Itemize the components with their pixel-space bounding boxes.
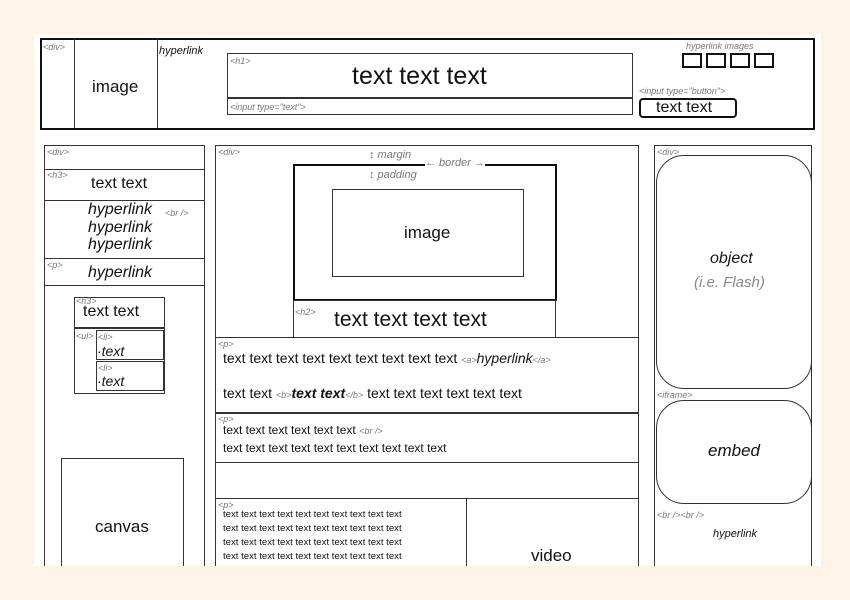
left-hyperlink-1[interactable]: hyperlink	[88, 201, 153, 218]
hyperlink-image-4[interactable]	[754, 53, 774, 68]
h1-tag: <h1>	[230, 56, 251, 66]
a-close-tag: </a>	[532, 355, 551, 365]
p1-bold-text: text text	[291, 385, 346, 401]
center-p1-box	[215, 337, 639, 413]
center-div-tag: <div>	[218, 147, 241, 157]
canvas-label: canvas	[95, 517, 149, 536]
header-image-label: image	[92, 77, 139, 96]
margin-label: ↕ margin	[369, 149, 412, 161]
video-label: video	[531, 546, 572, 565]
wireframe-sheet	[34, 34, 821, 566]
center-image-label: image	[404, 223, 451, 242]
p1-line2-end: text text text text text text	[367, 385, 522, 401]
h2-text: text text text text	[334, 308, 487, 331]
hyperlink-image-2[interactable]	[706, 53, 726, 68]
left-hyperlink-2[interactable]: hyperlink	[88, 219, 153, 236]
b-close-tag: </b>	[345, 390, 364, 400]
center-p3-line-3: text text text text text text text text text text	[223, 537, 402, 548]
center-p2-box	[215, 413, 639, 463]
header-hyperlink[interactable]: hyperlink	[159, 45, 204, 57]
center-p2-line-2: text text text text text text text text text text	[223, 441, 447, 455]
left-h3-text: text text	[91, 175, 148, 192]
left-li-1-tag: <li>	[98, 332, 113, 342]
p2-line1: text text text text text text	[223, 423, 356, 437]
iframe-tag: <iframe>	[657, 390, 693, 400]
p1-line1-text: text text text text text text text text text	[223, 350, 458, 366]
embed-label: embed	[708, 441, 760, 460]
left-p-tag: <p>	[47, 260, 63, 270]
center-p1-tag: <p>	[218, 339, 234, 349]
center-p3-line-1: text text text text text text text text text text	[223, 509, 402, 520]
text-input-tag: <input type="text">	[230, 102, 306, 112]
header-div-tag: <div>	[43, 42, 66, 52]
left-br-tag: <br />	[165, 208, 189, 218]
hyperlink-image-1[interactable]	[682, 53, 702, 68]
center-p2-tag: <p>	[218, 414, 234, 424]
center-p1-line-1	[223, 350, 551, 366]
hyperlink-image-3[interactable]	[730, 53, 750, 68]
center-p3-line-2: text text text text text text text text text text	[223, 523, 402, 534]
object-label: object	[710, 250, 753, 267]
left-h3b-text: text text	[83, 303, 140, 320]
right-hyperlink[interactable]: hyperlink	[713, 528, 758, 540]
center-p3-tag: <p>	[218, 500, 234, 510]
p1-line2-start: text text	[223, 385, 273, 401]
left-h3-tag: <h3>	[47, 170, 68, 180]
a-open-tag: <a>	[461, 355, 477, 365]
left-div-tag: <div>	[47, 147, 70, 157]
h2-tag: <h2>	[295, 307, 316, 317]
br-br-tag: <br /><br />	[657, 510, 705, 520]
left-li-1-text: ·text	[97, 343, 125, 359]
left-ul-tag: <ul>	[76, 331, 94, 341]
left-li-2-text: ·text	[97, 373, 125, 389]
input-button-text: text text	[656, 99, 713, 116]
left-p-hyperlink[interactable]: hyperlink	[88, 264, 153, 281]
center-p1-line-2	[223, 385, 522, 401]
canvas-box	[61, 458, 184, 566]
padding-label: ↕ padding	[369, 169, 417, 181]
right-div-tag: <div>	[657, 147, 680, 157]
p2-br-tag: <br />	[359, 426, 383, 436]
p1-hyperlink[interactable]: hyperlink	[476, 350, 533, 366]
hyperlink-images-tag: hyperlink images	[686, 41, 754, 51]
border-label: ← border →	[425, 157, 485, 169]
b-open-tag: <b>	[275, 390, 292, 400]
center-p2-line-1	[223, 423, 383, 437]
object-sub-label: (i.e. Flash)	[694, 274, 765, 291]
object-box[interactable]	[656, 155, 812, 389]
center-p3-line-4: text text text text text text text text text text	[223, 551, 402, 562]
input-button-tag: <input type="button">	[639, 86, 726, 96]
left-hyperlink-3[interactable]: hyperlink	[88, 236, 153, 253]
left-h3b-tag: <h3>	[76, 296, 97, 306]
left-li-2-tag: <li>	[98, 363, 113, 373]
h1-text: text text text	[352, 62, 487, 90]
